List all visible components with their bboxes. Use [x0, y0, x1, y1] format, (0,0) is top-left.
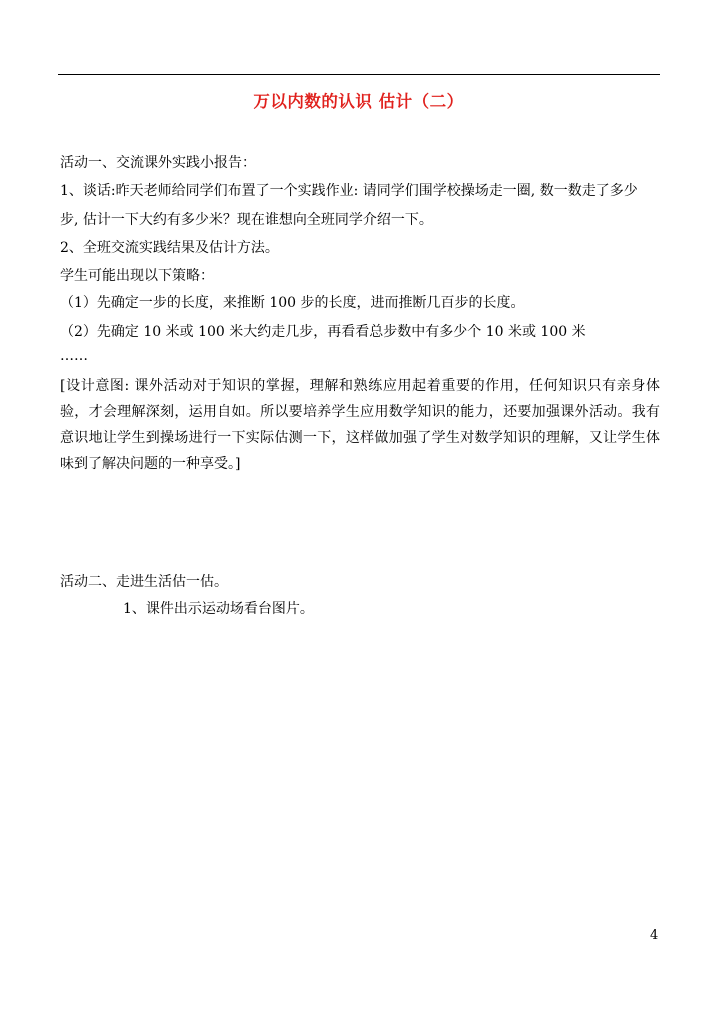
design-note: [设计意图: 课外活动对于知识的掌握，理解和熟练应用起着重要的作用，任何知识只有亲身体验，才会理解深刻，运用自如。所以要培养学生应用数学知识的能力，还要加强课外活动。我有意识地让学生到操场进行一下实际估测一下，这样做加强了学生对数学知识的理解，又让学生体味到了解决问题的一种享受。] [60, 378, 660, 472]
page-number: 4 [650, 928, 659, 943]
activity2-item1: 1、课件出示运动场看台图片。 [123, 601, 314, 617]
item2: 2、全班交流实践结果及估计方法。 [60, 240, 279, 256]
item1-line1: 1、谈话:昨天老师给同学们布置了一个实践作业: 请同学们围学校操场走一圈, 数一数走了多少 [60, 183, 638, 199]
ellipsis: …… [60, 348, 88, 364]
item1-line2: 步, 估计一下大约有多少米？现在谁想向全班同学介绍一下。 [60, 212, 433, 228]
page-title: 万以内数的认识 估计（二） [253, 92, 464, 111]
strategy-2: （2）先确定 10 米或 100 米大约走几步，再看看总步数中有多少个 10 米或 100 米 [60, 324, 586, 340]
strategy-1: （1）先确定一步的长度，来推断 100 步的长度，进而推断几百步的长度。 [60, 295, 525, 311]
header-rule [58, 74, 660, 75]
strategy-intro: 学生可能出现以下策略： [60, 268, 214, 284]
activity1-heading: 活动一、交流课外实践小报告： [60, 155, 256, 171]
activity2-heading: 活动二、走进生活估一估。 [60, 574, 228, 590]
